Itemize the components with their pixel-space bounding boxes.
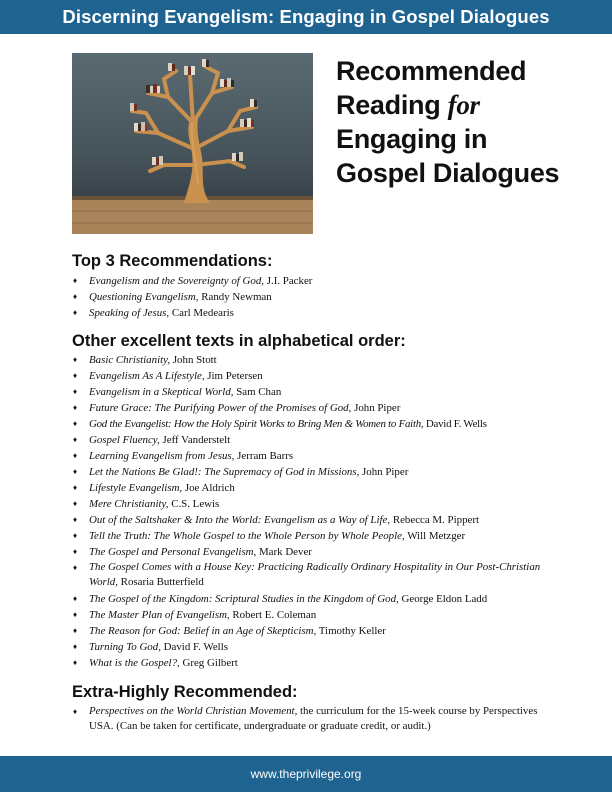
list-item bbox=[72, 352, 552, 368]
book-title: Questioning Evangelism, bbox=[89, 291, 199, 303]
list-item bbox=[72, 655, 552, 671]
diamond-bullet-icon: ♦ bbox=[73, 435, 78, 444]
list-item bbox=[72, 544, 552, 560]
title-line-1: Recommended bbox=[336, 56, 527, 86]
list-item bbox=[72, 464, 552, 480]
diamond-bullet-icon: ♦ bbox=[73, 419, 78, 428]
book-author: Will Metzger bbox=[404, 530, 466, 542]
list-item bbox=[72, 560, 552, 590]
page-title bbox=[336, 54, 576, 190]
book-title: Learning Evangelism from Jesus, bbox=[89, 450, 235, 462]
book-title: Perspectives on the World Christian Movement, bbox=[89, 705, 298, 717]
diamond-bullet-icon: ♦ bbox=[73, 610, 78, 619]
extra-recommended-heading: Extra-Highly Recommended: bbox=[72, 683, 298, 701]
book-title: Mere Christianity, bbox=[89, 498, 169, 510]
list-item bbox=[72, 305, 552, 321]
extra-recommended-list bbox=[72, 704, 552, 735]
book-author: John Piper bbox=[359, 466, 409, 478]
book-title: God the Evangelist: How the Holy Spirit Works to Bring Men & Women to Faith, bbox=[89, 418, 424, 430]
book-author: George Eldon Ladd bbox=[398, 593, 488, 605]
list-item bbox=[72, 496, 552, 512]
diamond-bullet-icon: ♦ bbox=[73, 515, 78, 524]
book-title: What is the Gospel?, bbox=[89, 657, 180, 669]
list-item bbox=[72, 448, 552, 464]
diamond-bullet-icon: ♦ bbox=[73, 658, 78, 667]
book-title: Evangelism in a Skeptical World, bbox=[89, 386, 234, 398]
book-author: Greg Gilbert bbox=[179, 657, 238, 669]
book-author: David F. Wells bbox=[423, 418, 487, 430]
book-title: Lifestyle Evangelism, bbox=[89, 482, 183, 494]
diamond-bullet-icon: ♦ bbox=[73, 371, 78, 380]
book-author: Jerram Barrs bbox=[234, 450, 294, 462]
list-item bbox=[72, 623, 552, 639]
book-title: The Gospel Comes with a House Key: Practicing Radically Ordinary Hospitality in Our Post-Christian World, bbox=[89, 561, 541, 588]
book-title: The Gospel and Personal Evangelism, bbox=[89, 546, 257, 558]
book-title: Basic Christianity, bbox=[89, 354, 171, 366]
title-line-2-reading: Reading bbox=[336, 90, 448, 120]
top-recommendations-heading: Top 3 Recommendations: bbox=[72, 252, 273, 270]
title-line-3: Engaging in bbox=[336, 124, 488, 154]
list-item bbox=[72, 704, 552, 734]
other-texts-heading: Other excellent texts in alphabetical order: bbox=[72, 332, 406, 350]
diamond-bullet-icon: ♦ bbox=[73, 547, 78, 556]
book-title: Let the Nations Be Glad!: The Supremacy of God in Missions, bbox=[89, 466, 360, 478]
header-bar bbox=[0, 0, 612, 34]
book-author: John Piper bbox=[351, 402, 401, 414]
diamond-bullet-icon: ♦ bbox=[73, 308, 78, 317]
diamond-bullet-icon: ♦ bbox=[73, 642, 78, 651]
top-recommendations-list bbox=[72, 273, 552, 321]
book-title: Speaking of Jesus, bbox=[89, 307, 170, 319]
book-title: The Gospel of the Kingdom: Scriptural Studies in the Kingdom of God, bbox=[89, 593, 399, 605]
book-author: Sam Chan bbox=[233, 386, 282, 398]
diamond-bullet-icon: ♦ bbox=[73, 563, 78, 572]
book-title: Tell the Truth: The Whole Gospel to the Whole Person by Whole People, bbox=[89, 530, 405, 542]
book-author: Mark Dever bbox=[256, 546, 312, 558]
diamond-bullet-icon: ♦ bbox=[73, 276, 78, 285]
book-author: Rebecca M. Pippert bbox=[390, 514, 480, 526]
list-item bbox=[72, 512, 552, 528]
list-item bbox=[72, 639, 552, 655]
book-author: Carl Medearis bbox=[169, 307, 234, 319]
book-author: Joe Aldrich bbox=[182, 482, 235, 494]
title-line-4: Gospel Dialogues bbox=[336, 158, 560, 188]
diamond-bullet-icon: ♦ bbox=[73, 499, 78, 508]
book-title: Turning To God, bbox=[89, 641, 161, 653]
other-texts-list bbox=[72, 352, 552, 671]
diamond-bullet-icon: ♦ bbox=[73, 387, 78, 396]
list-item bbox=[72, 528, 552, 544]
header-title: Discerning Evangelism: Engaging in Gospel Dialogues bbox=[62, 6, 550, 27]
list-item bbox=[72, 273, 552, 289]
diamond-bullet-icon: ♦ bbox=[73, 483, 78, 492]
book-author: Jeff Vanderstelt bbox=[159, 434, 231, 446]
book-author: Randy Newman bbox=[198, 291, 272, 303]
book-title: The Master Plan of Evangelism, bbox=[89, 609, 230, 621]
list-item bbox=[72, 400, 552, 416]
diamond-bullet-icon: ♦ bbox=[73, 355, 78, 364]
list-item bbox=[72, 480, 552, 496]
diamond-bullet-icon: ♦ bbox=[73, 594, 78, 603]
book-title: Out of the Saltshaker & Into the World: Evangelism as a Way of Life, bbox=[89, 514, 391, 526]
book-author: J.I. Packer bbox=[264, 275, 313, 287]
list-item bbox=[72, 368, 552, 384]
book-author: Timothy Keller bbox=[316, 625, 386, 637]
book-title: Evangelism and the Sovereignty of God, bbox=[89, 275, 265, 287]
book-author: the curriculum for the 15-week course by Perspectives USA. (Can be taken for certificate, undergraduate or graduate credit, or audit.) bbox=[89, 705, 538, 732]
list-item bbox=[72, 432, 552, 448]
diamond-bullet-icon: ♦ bbox=[73, 292, 78, 301]
book-title: Evangelism As A Lifestyle, bbox=[89, 370, 205, 382]
footer-url-link[interactable]: www.theprivilege.org bbox=[250, 767, 362, 781]
diamond-bullet-icon: ♦ bbox=[73, 403, 78, 412]
book-author: John Stott bbox=[170, 354, 217, 366]
diamond-bullet-icon: ♦ bbox=[73, 451, 78, 460]
title-line-2 bbox=[336, 88, 576, 122]
book-title: The Reason for God: Belief in an Age of Skepticism, bbox=[89, 625, 317, 637]
book-author: David F. Wells bbox=[160, 641, 228, 653]
book-author: Robert E. Coleman bbox=[229, 609, 317, 621]
footer-bar bbox=[0, 756, 612, 792]
list-item bbox=[72, 384, 552, 400]
diamond-bullet-icon: ♦ bbox=[73, 531, 78, 540]
book-author: Rosaria Butterfield bbox=[117, 576, 204, 588]
book-author: C.S. Lewis bbox=[168, 498, 220, 510]
diamond-bullet-icon: ♦ bbox=[73, 467, 78, 476]
title-line-2-for: for bbox=[447, 90, 480, 120]
book-title: Gospel Fluency, bbox=[89, 434, 160, 446]
list-item bbox=[72, 289, 552, 305]
list-item bbox=[72, 607, 552, 623]
book-author: Jim Petersen bbox=[204, 370, 263, 382]
diamond-bullet-icon: ♦ bbox=[73, 707, 78, 716]
diamond-bullet-icon: ♦ bbox=[73, 626, 78, 635]
list-item bbox=[72, 591, 552, 607]
list-item bbox=[72, 416, 552, 432]
book-title: Future Grace: The Purifying Power of the Promises of God, bbox=[89, 402, 352, 414]
bookshelf-tree-image bbox=[72, 53, 313, 234]
